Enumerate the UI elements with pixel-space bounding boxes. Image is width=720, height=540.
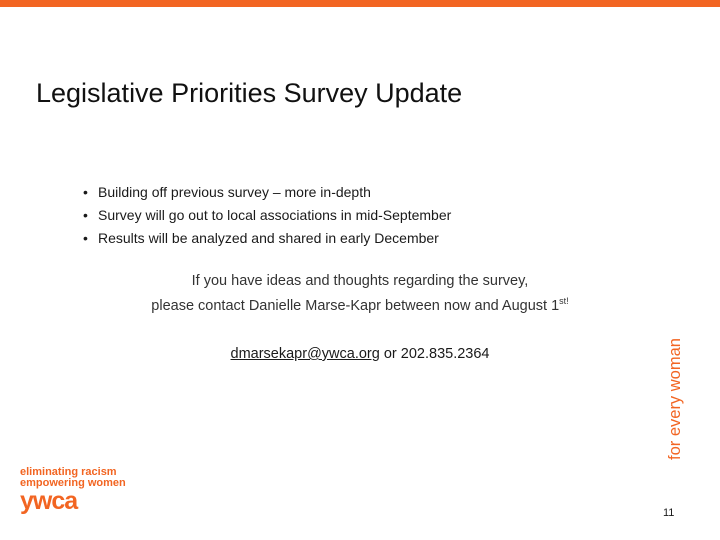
logo-wordmark: ywca [20,487,78,515]
page-number: 11 [663,507,675,519]
logo-tagline-2: empowering women [20,477,126,489]
email-link[interactable]: dmarsekapr@ywca.org [230,346,380,362]
bullet-item [80,227,451,250]
contact-details [0,346,720,362]
bullet-dot-icon: • [83,230,88,246]
contact-line-2-text: please contact Danielle Marse-Kapr between now and August 1 [151,297,560,314]
bullet-item [80,204,451,227]
ywca-logo [20,467,126,513]
bullet-list [80,181,451,250]
bullet-dot-icon: • [83,184,88,200]
bullet-dot-icon: • [83,207,88,223]
phone-number: 202.835.2364 [400,346,490,362]
slide-title: Legislative Priorities Survey Update [36,78,463,108]
date-suffix: st! [559,296,569,306]
contact-connector: or [379,346,401,362]
logo-tagline-1: eliminating racism [20,466,117,478]
top-accent-bar [0,0,720,7]
contact-line-1: If you have ideas and thoughts regarding the survey, [191,273,529,289]
bullet-item [80,181,451,204]
bullet-text: Results will be analyzed and shared in early December [98,230,439,246]
bullet-text: Building off previous survey – more in-depth [98,184,371,200]
tagline-vertical: for every woman [666,338,684,460]
bullet-text: Survey will go out to local associations in mid-September [98,207,452,223]
contact-line-2 [0,296,720,314]
